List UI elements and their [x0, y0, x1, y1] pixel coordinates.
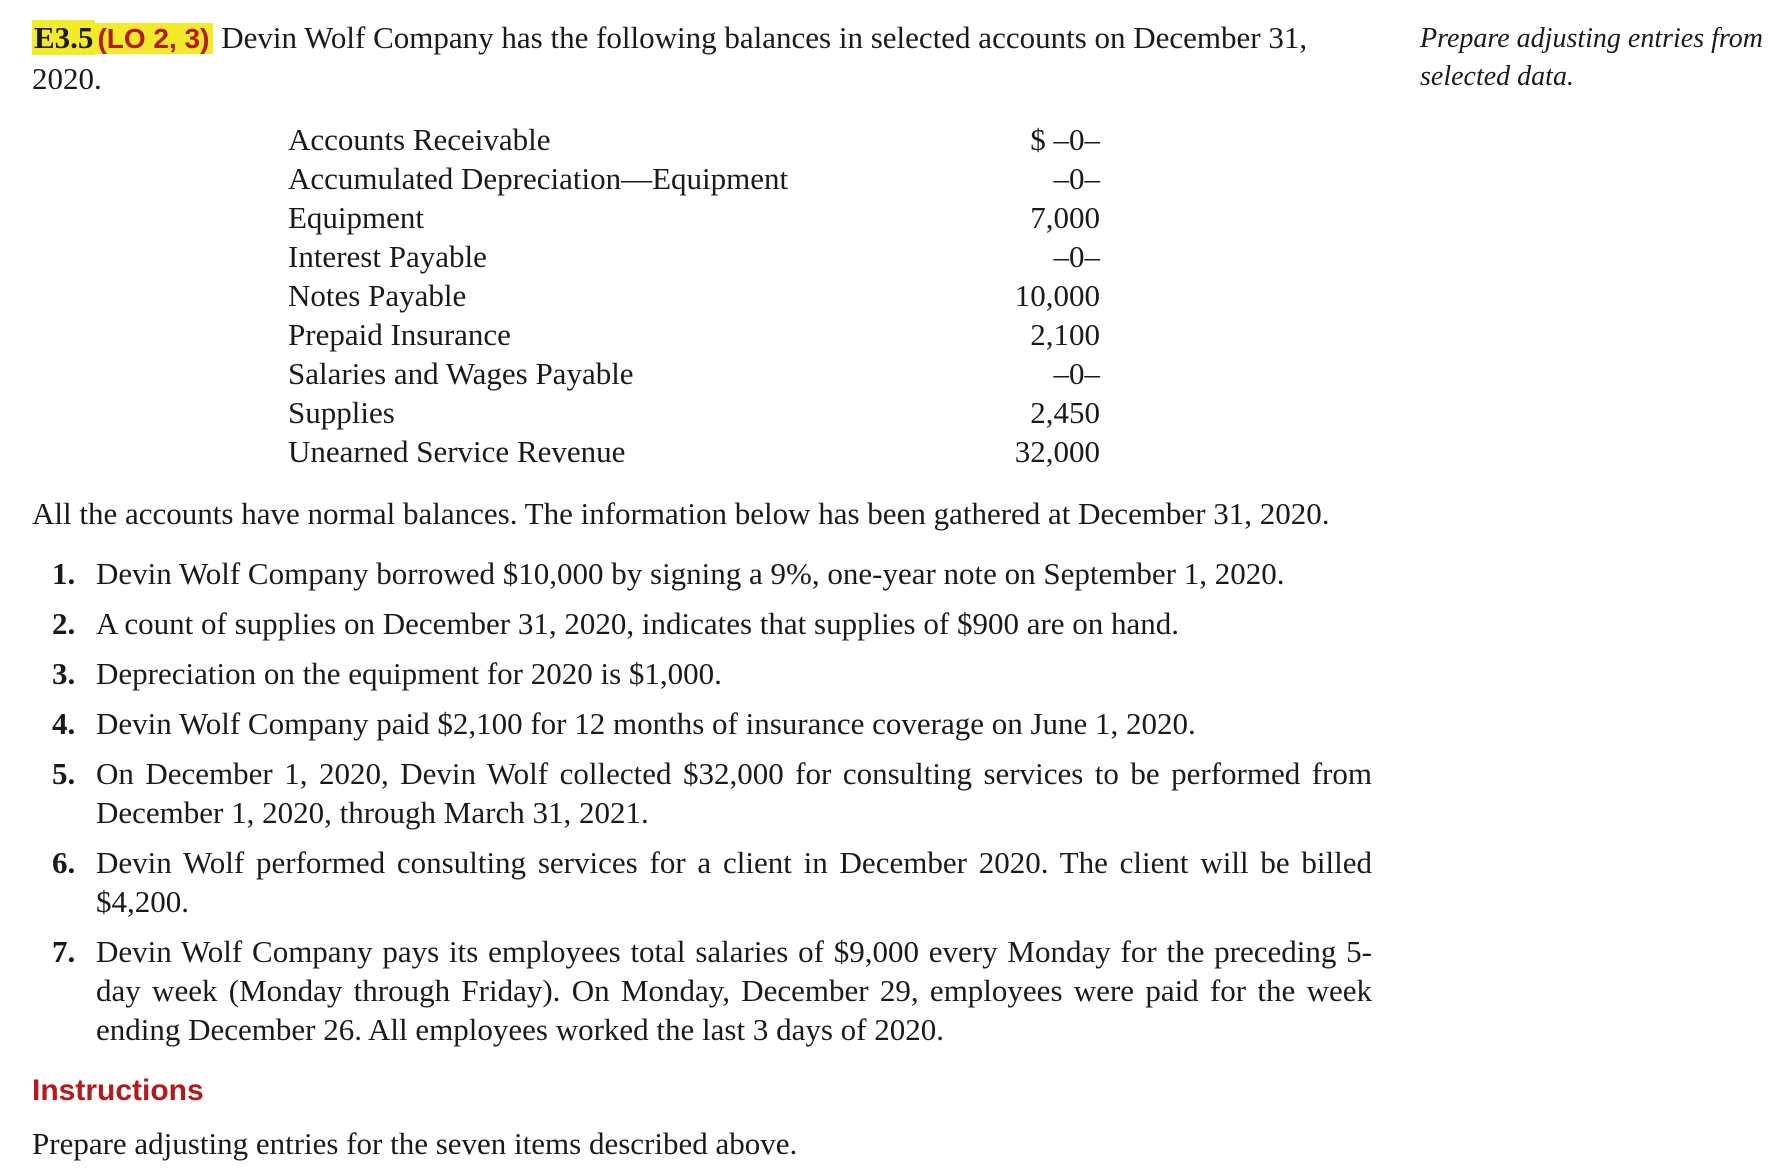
- account-row: [288, 354, 1100, 393]
- account-row: [288, 198, 1100, 237]
- item-text: Devin Wolf Company paid $2,100 for 12 months of insurance coverage on June 1, 2020.: [96, 706, 1196, 741]
- item-number: 6.: [52, 845, 76, 880]
- margin-note-line: Prepare adjusting entries from: [1420, 23, 1763, 54]
- item-number: 3.: [52, 656, 76, 691]
- list-item: [52, 754, 1372, 832]
- list-item: [52, 843, 1372, 921]
- account-name: Equipment: [288, 200, 425, 235]
- item-text: Devin Wolf Company pays its employees total salaries of $9,000 every Monday for the preceding 5-day week (Monday through Friday). On Monday, December 29, employees were paid for the week ending December 26. All employees worked the last 3 days of 2020.: [96, 934, 1372, 1047]
- item-number: 7.: [52, 934, 76, 969]
- account-name: Prepaid Insurance: [288, 317, 511, 352]
- learning-objectives-label: (LO 2, 3): [95, 23, 213, 54]
- intro-paragraph: All the accounts have normal balances. The information below has been gathered at December 31, 2020.: [32, 496, 1330, 531]
- account-name: Accumulated Depreciation—Equipment: [288, 161, 789, 196]
- list-item: [52, 554, 1372, 593]
- item-text: Devin Wolf Company borrowed $10,000 by signing a 9%, one-year note on September 1, 2020.: [96, 556, 1285, 591]
- account-amount: 32,000: [1014, 434, 1100, 469]
- item-text: Devin Wolf performed consulting services for a client in December 2020. The client will be billed $4,200.: [96, 845, 1372, 919]
- list-item: [52, 932, 1372, 1049]
- item-text: Depreciation on the equipment for 2020 is $1,000.: [96, 656, 722, 691]
- item-number: 5.: [52, 756, 76, 791]
- account-row: [288, 237, 1100, 276]
- margin-note: [1420, 20, 1780, 96]
- account-amount: $ –0–: [1030, 122, 1100, 157]
- account-name: Accounts Receivable: [288, 122, 551, 157]
- account-amount: 10,000: [1014, 278, 1100, 313]
- account-amount: –0–: [1053, 161, 1100, 196]
- account-amount: 2,100: [1030, 317, 1100, 352]
- item-number: 1.: [52, 556, 76, 591]
- account-name: Salaries and Wages Payable: [288, 356, 634, 391]
- adjustment-items-list: [52, 554, 1372, 1060]
- instructions-text: Prepare adjusting entries for the seven items described above.: [32, 1126, 798, 1161]
- account-amount: 2,450: [1030, 395, 1100, 430]
- account-name: Unearned Service Revenue: [288, 434, 626, 469]
- account-row: [288, 393, 1100, 432]
- list-item: [52, 704, 1372, 743]
- account-row: [288, 159, 1100, 198]
- account-name: Interest Payable: [288, 239, 487, 274]
- account-name: Notes Payable: [288, 278, 467, 313]
- item-text: On December 1, 2020, Devin Wolf collected $32,000 for consulting services to be performed from December 1, 2020, through March 31, 2021.: [96, 756, 1372, 830]
- instructions-heading: Instructions: [32, 1074, 204, 1107]
- margin-note-line: selected data.: [1420, 61, 1574, 92]
- account-row: [288, 120, 1100, 159]
- problem-header: [32, 18, 1372, 99]
- item-text: A count of supplies on December 31, 2020, indicates that supplies of $900 are on hand.: [96, 606, 1180, 641]
- account-row: [288, 315, 1100, 354]
- account-amount: –0–: [1053, 239, 1100, 274]
- item-number: 2.: [52, 606, 76, 641]
- accounts-balance-table: [288, 120, 1100, 471]
- account-name: Supplies: [288, 395, 395, 430]
- account-amount: 7,000: [1030, 200, 1100, 235]
- list-item: [52, 654, 1372, 693]
- account-row: [288, 432, 1100, 471]
- problem-statement: Devin Wolf Company has the following balances in selected accounts on December 31, 2020.: [32, 20, 1308, 96]
- exercise-number: E3.5: [34, 20, 94, 55]
- list-item: [52, 604, 1372, 643]
- account-row: [288, 276, 1100, 315]
- item-number: 4.: [52, 706, 76, 741]
- account-amount: –0–: [1053, 356, 1100, 391]
